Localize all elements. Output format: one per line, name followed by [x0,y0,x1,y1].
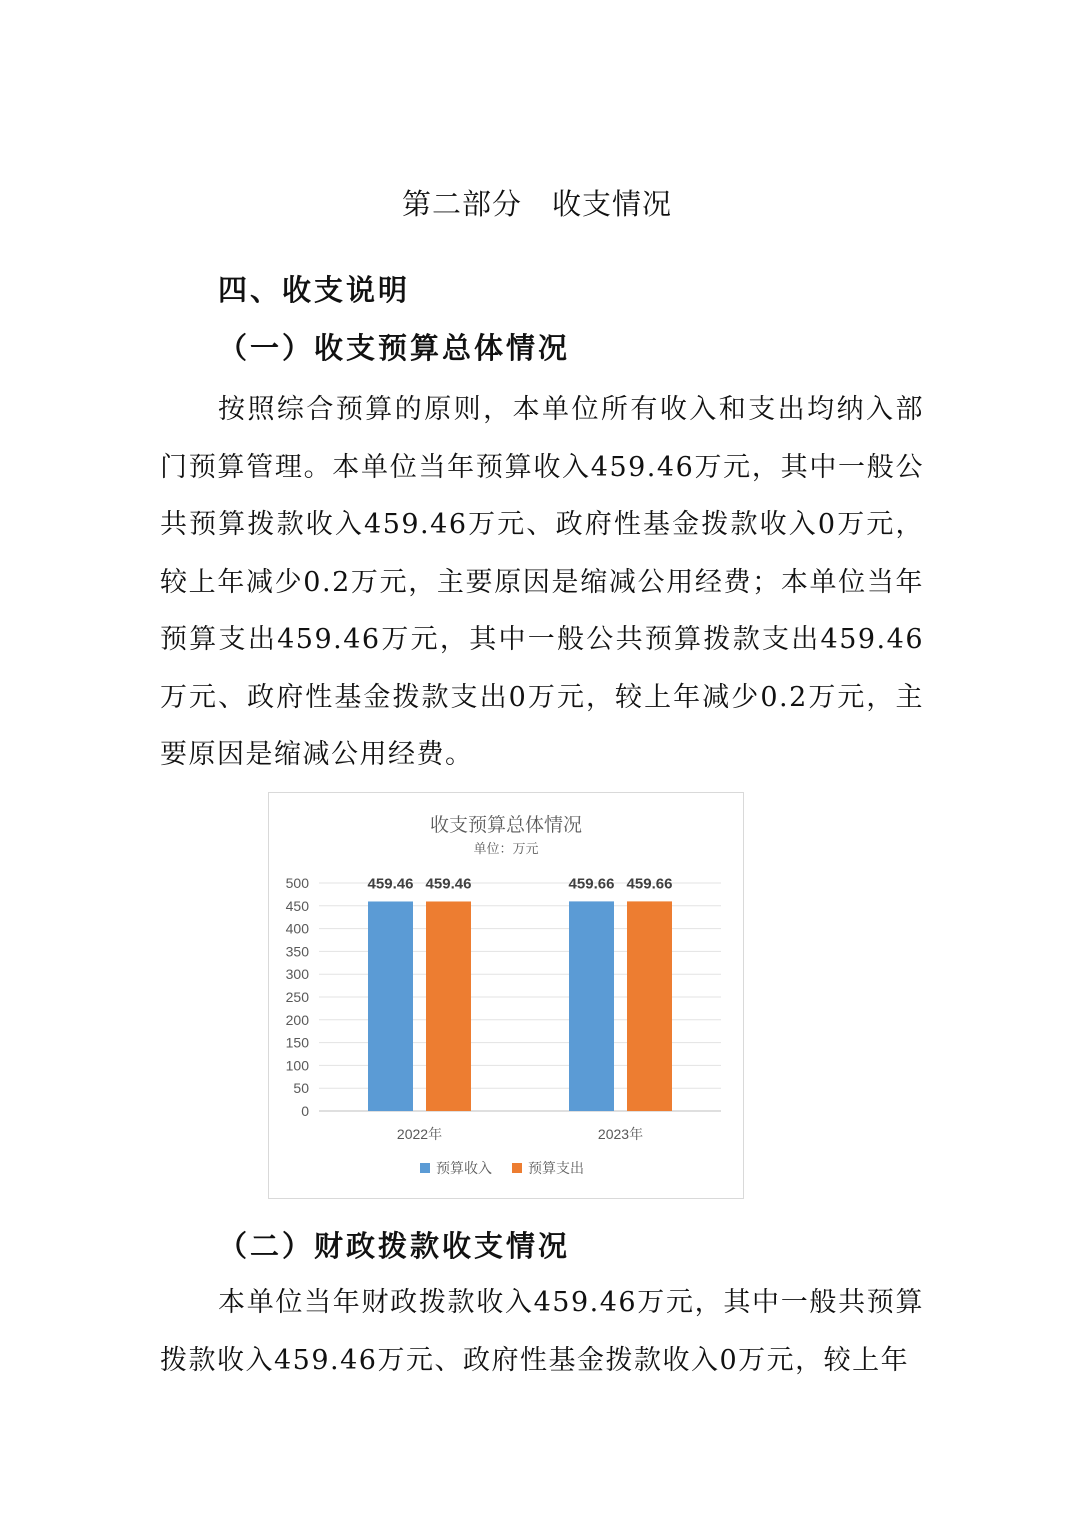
y-tick-label: 50 [293,1080,309,1097]
legend-label: 预算支出 [528,1160,584,1176]
budget-chart [268,792,744,1199]
data-label: 459.46 [367,875,414,893]
subsection-heading-2: （二）财政拨款收支情况 [218,1229,571,1263]
page-title: 第二部分 收支情况 [401,187,672,221]
bar [426,901,471,1111]
y-tick-label: 350 [285,943,309,960]
budget-chart-svg [269,793,743,1198]
legend-swatch [420,1163,430,1173]
y-tick-label: 100 [285,1057,309,1074]
subsection-heading-1: （一）收支预算总体情况 [218,331,571,365]
paragraph-fiscal-appropriation: 本单位当年财政拨款收入459.46万元，其中一般共预算拨款收入459.46万元、政府性基金拨款收入0万元，较上年 [160,1287,924,1376]
chart-title: 收支预算总体情况 [429,815,583,836]
chart-subtitle: 单位：万元 [473,841,539,856]
y-tick-label: 400 [285,920,309,937]
x-tick-label: 2023年 [597,1126,644,1142]
bar [569,901,614,1111]
bar [627,901,672,1111]
data-label: 459.46 [425,875,472,893]
x-tick-label: 2022年 [396,1126,443,1142]
y-tick-label: 150 [285,1034,309,1051]
paragraph-budget-overview: 按照综合预算的原则，本单位所有收入和支出均纳入部门预算管理。本单位当年预算收入459.46万元，其中一般公共预算拨款收入459.46万元、政府性基金拨款收入0万元，较上年减少0.2万元，主要原因是缩减公用经费；本单位当年预算支出459.46万元，其中一般公共预算拨款支出459.46万元、政府性基金拨款支出0万元，较上年减少0.2万元，主要原因是缩减公用经费。 [160,394,924,770]
y-tick-label: 0 [301,1103,309,1119]
data-label: 459.66 [626,875,673,893]
y-tick-label: 500 [285,875,309,891]
section-heading: 四、收支说明 [218,273,411,307]
legend-swatch [512,1163,522,1173]
y-tick-label: 450 [285,897,309,914]
legend-label: 预算收入 [436,1160,492,1176]
y-tick-label: 300 [285,966,309,983]
data-label: 459.66 [568,875,615,893]
y-tick-label: 250 [285,989,309,1005]
y-tick-label: 200 [285,1011,309,1028]
bar [368,901,413,1111]
